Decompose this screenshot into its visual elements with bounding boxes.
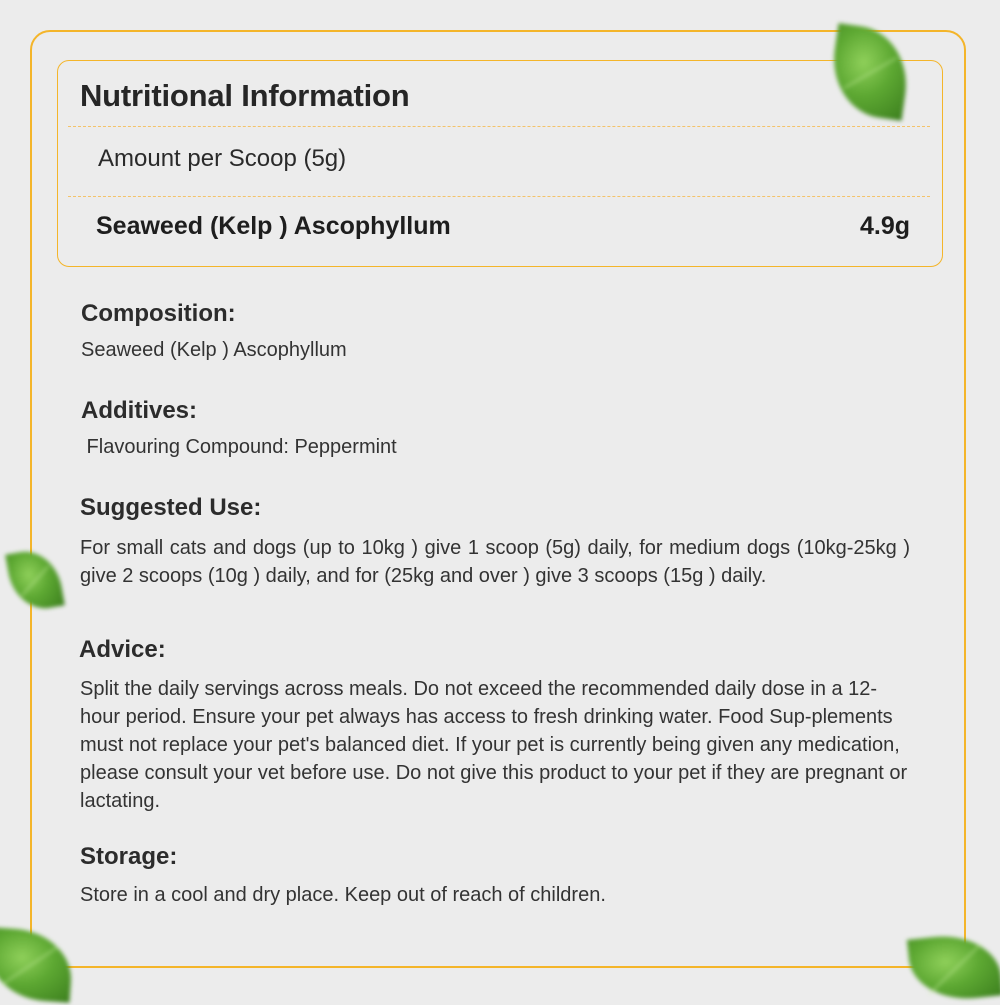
storage-heading: Storage: [80,843,178,870]
additives-heading: Additives: [81,397,198,424]
leaf-icon [907,930,1000,1004]
divider [68,196,930,197]
serving-size: Amount per Scoop (5g) [98,145,347,172]
advice-body: Split the daily servings across meals. Do not exceed the recommended daily dose in a 12-hour period. Ensure your pet always has access to fresh drinking water. Food Sup-plements must not replace your pet's balanced diet. If your pet is currently being given any medication, please consult your vet before use. Do not give this product to your pet if they are pregnant or lactating. [80,678,908,812]
additives-body: Flavouring Compound: Peppermint [81,436,397,458]
composition-heading: Composition: [81,300,236,327]
advice-heading: Advice: [79,636,166,663]
ingredient-name: Seaweed (Kelp ) Ascophyllum [96,212,451,240]
composition-body: Seaweed (Kelp ) Ascophyllum [81,339,347,361]
suggested-use-heading: Suggested Use: [80,494,262,521]
ingredient-amount: 4.9g [859,212,910,240]
divider [68,126,930,127]
nutrition-title: Nutritional Information [80,78,410,113]
suggested-use-body: For small cats and dogs (up to 10kg ) give 1 scoop (5g) daily, for medium dogs (10kg-25kg ) give 2 scoops (10g ) daily, and for (25kg and over ) give 3 scoops (15g ) daily. [80,537,910,587]
storage-body: Store in a cool and dry place. Keep out of reach of children. [80,884,606,906]
